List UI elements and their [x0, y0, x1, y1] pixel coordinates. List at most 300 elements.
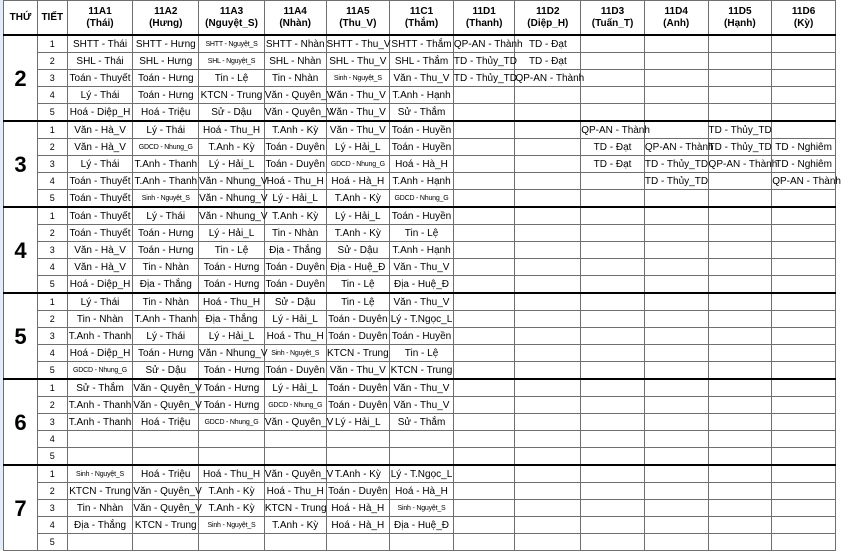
schedule-cell[interactable]: Toán - Duyên	[264, 259, 326, 276]
header-class-11d5[interactable]	[708, 1, 772, 36]
schedule-cell[interactable]: GDCD - Nhung_G	[67, 362, 133, 380]
schedule-cell[interactable]: Văn - Thu_V	[390, 397, 454, 414]
header-tiet[interactable]: TIẾT	[37, 1, 67, 36]
schedule-cell[interactable]: Lý - Hải_L	[264, 379, 326, 397]
day-cell[interactable]: 6	[4, 379, 38, 465]
schedule-cell[interactable]: Văn - Nhung_V	[199, 190, 265, 208]
period-cell[interactable]: 5	[37, 534, 67, 551]
schedule-cell[interactable]: Lý - Thái	[67, 87, 133, 104]
schedule-cell[interactable]	[453, 156, 515, 173]
schedule-cell[interactable]: Hoá - Hà_H	[326, 517, 390, 534]
period-cell[interactable]: 4	[37, 431, 67, 448]
schedule-cell[interactable]	[264, 534, 326, 551]
schedule-cell[interactable]: Văn - Thu_V	[326, 362, 390, 380]
schedule-cell[interactable]: Lý - Thái	[133, 121, 199, 139]
schedule-cell[interactable]: TD - Thủy_TD	[644, 156, 708, 173]
schedule-cell[interactable]: Hoá - Thu_H	[264, 328, 326, 345]
schedule-cell[interactable]: Hoá - Thu_H	[264, 173, 326, 190]
schedule-cell[interactable]: Văn - Hà_V	[67, 121, 133, 139]
schedule-cell[interactable]	[581, 311, 645, 328]
schedule-cell[interactable]: Toán - Hưng	[133, 87, 199, 104]
schedule-cell[interactable]: Toán - Duyên	[326, 483, 390, 500]
schedule-cell[interactable]	[515, 500, 581, 517]
schedule-cell[interactable]: Hoá - Hà_H	[390, 156, 454, 173]
schedule-cell[interactable]	[644, 242, 708, 259]
schedule-cell[interactable]	[708, 242, 772, 259]
schedule-cell[interactable]: Văn - Thu_V	[390, 379, 454, 397]
schedule-cell[interactable]: SHL - Thái	[67, 53, 133, 70]
schedule-cell[interactable]: Tin - Nhàn	[133, 293, 199, 311]
schedule-cell[interactable]	[515, 173, 581, 190]
schedule-cell[interactable]	[644, 104, 708, 122]
schedule-cell[interactable]: Văn - Thu_V	[390, 259, 454, 276]
schedule-cell[interactable]: Sử - Dậu	[326, 242, 390, 259]
period-cell[interactable]: 2	[37, 483, 67, 500]
schedule-cell[interactable]	[515, 293, 581, 311]
schedule-cell[interactable]	[515, 362, 581, 380]
schedule-cell[interactable]	[708, 70, 772, 87]
period-cell[interactable]: 1	[37, 35, 67, 53]
schedule-cell[interactable]	[581, 225, 645, 242]
schedule-cell[interactable]: Lý - T.Ngọc_L	[390, 465, 454, 483]
schedule-cell[interactable]: Lý - Thái	[133, 328, 199, 345]
schedule-cell[interactable]	[708, 483, 772, 500]
header-class-11a5[interactable]	[326, 1, 390, 36]
schedule-cell[interactable]	[708, 345, 772, 362]
schedule-cell[interactable]: Toán - Duyên	[326, 328, 390, 345]
period-cell[interactable]: 2	[37, 311, 67, 328]
schedule-cell[interactable]	[644, 483, 708, 500]
schedule-cell[interactable]	[581, 87, 645, 104]
schedule-cell[interactable]	[581, 414, 645, 431]
header-class-11d2[interactable]	[515, 1, 581, 36]
schedule-cell[interactable]: SHTT - Thắm	[390, 35, 454, 53]
schedule-cell[interactable]	[708, 465, 772, 483]
schedule-cell[interactable]	[515, 448, 581, 466]
schedule-cell[interactable]	[644, 362, 708, 380]
schedule-cell[interactable]: Toán - Hưng	[199, 397, 265, 414]
period-cell[interactable]: 1	[37, 379, 67, 397]
schedule-cell[interactable]: SHL - Hưng	[133, 53, 199, 70]
schedule-cell[interactable]: Toán - Duyên	[264, 362, 326, 380]
schedule-cell[interactable]	[772, 517, 836, 534]
period-cell[interactable]: 3	[37, 156, 67, 173]
schedule-cell[interactable]: T.Anh - Thanh	[133, 156, 199, 173]
schedule-cell[interactable]: Sử - Dậu	[133, 362, 199, 380]
schedule-cell[interactable]	[772, 87, 836, 104]
schedule-cell[interactable]: T.Anh - Kỳ	[326, 225, 390, 242]
schedule-cell[interactable]	[515, 483, 581, 500]
schedule-cell[interactable]: SHL - Thu_V	[326, 53, 390, 70]
schedule-cell[interactable]	[644, 448, 708, 466]
schedule-cell[interactable]: Tin - Lệ	[326, 293, 390, 311]
schedule-cell[interactable]	[453, 207, 515, 225]
schedule-cell[interactable]: Hoá - Hà_H	[390, 483, 454, 500]
schedule-cell[interactable]: KTCN - Trung	[67, 483, 133, 500]
schedule-cell[interactable]	[644, 87, 708, 104]
schedule-cell[interactable]	[453, 328, 515, 345]
schedule-cell[interactable]: SHTT - Hưng	[133, 35, 199, 53]
schedule-cell[interactable]: Sinh - Nguyệt_S	[264, 345, 326, 362]
schedule-cell[interactable]	[515, 156, 581, 173]
schedule-cell[interactable]: Văn - Quyên_V	[133, 397, 199, 414]
schedule-cell[interactable]	[453, 500, 515, 517]
schedule-cell[interactable]: Tin - Nhàn	[264, 70, 326, 87]
schedule-cell[interactable]	[581, 276, 645, 294]
schedule-cell[interactable]	[515, 87, 581, 104]
schedule-cell[interactable]	[199, 431, 265, 448]
schedule-cell[interactable]: T.Anh - Hạnh	[390, 173, 454, 190]
schedule-cell[interactable]	[708, 35, 772, 53]
schedule-cell[interactable]: Hoá - Thu_H	[199, 121, 265, 139]
schedule-cell[interactable]	[515, 431, 581, 448]
schedule-cell[interactable]	[453, 431, 515, 448]
schedule-cell[interactable]: Toán - Huyền	[390, 328, 454, 345]
schedule-cell[interactable]: Văn - Quyên_V	[264, 87, 326, 104]
schedule-cell[interactable]: TD - Đạt	[515, 35, 581, 53]
schedule-cell[interactable]	[453, 121, 515, 139]
schedule-cell[interactable]	[644, 35, 708, 53]
schedule-cell[interactable]	[390, 431, 454, 448]
schedule-cell[interactable]: Văn - Thu_V	[390, 70, 454, 87]
schedule-cell[interactable]: GDCD - Nhung_G	[390, 190, 454, 208]
period-cell[interactable]: 2	[37, 139, 67, 156]
schedule-cell[interactable]: Sử - Thắm	[390, 414, 454, 431]
schedule-cell[interactable]: Hoá - Hà_H	[326, 500, 390, 517]
schedule-cell[interactable]: Lý - Thái	[67, 293, 133, 311]
schedule-cell[interactable]: Văn - Quyên_V	[133, 379, 199, 397]
schedule-cell[interactable]: Toán - Duyên	[264, 276, 326, 294]
schedule-cell[interactable]: Tin - Lệ	[390, 345, 454, 362]
schedule-cell[interactable]	[515, 345, 581, 362]
schedule-cell[interactable]	[644, 534, 708, 551]
schedule-cell[interactable]	[515, 242, 581, 259]
schedule-cell[interactable]: Toán - Hưng	[133, 345, 199, 362]
schedule-cell[interactable]	[708, 517, 772, 534]
schedule-cell[interactable]	[708, 448, 772, 466]
schedule-cell[interactable]: Lý - Hải_L	[264, 190, 326, 208]
schedule-cell[interactable]: Lý - Hải_L	[326, 207, 390, 225]
schedule-cell[interactable]: Hoá - Thu_H	[199, 293, 265, 311]
schedule-cell[interactable]: Sinh - Nguyệt_S	[67, 465, 133, 483]
schedule-cell[interactable]: Văn - Quyên_V	[264, 465, 326, 483]
schedule-cell[interactable]: TD - Nghiêm	[772, 156, 836, 173]
schedule-cell[interactable]: Sử - Dậu	[264, 293, 326, 311]
schedule-cell[interactable]	[453, 311, 515, 328]
schedule-cell[interactable]	[453, 87, 515, 104]
schedule-cell[interactable]: T.Anh - Thanh	[133, 173, 199, 190]
schedule-cell[interactable]	[515, 397, 581, 414]
schedule-cell[interactable]	[708, 397, 772, 414]
schedule-cell[interactable]	[133, 448, 199, 466]
period-cell[interactable]: 5	[37, 276, 67, 294]
period-cell[interactable]: 3	[37, 242, 67, 259]
header-thu[interactable]: THỨ	[4, 1, 38, 36]
schedule-cell[interactable]: SHTT - Thái	[67, 35, 133, 53]
schedule-cell[interactable]: Sử - Dậu	[199, 104, 265, 122]
period-cell[interactable]: 1	[37, 293, 67, 311]
schedule-cell[interactable]: TD - Đạt	[515, 53, 581, 70]
schedule-cell[interactable]	[772, 328, 836, 345]
schedule-cell[interactable]: Lý - T.Ngọc_L	[390, 311, 454, 328]
schedule-cell[interactable]: Tin - Lệ	[390, 225, 454, 242]
period-cell[interactable]: 5	[37, 190, 67, 208]
schedule-cell[interactable]: Toán - Hưng	[199, 379, 265, 397]
schedule-cell[interactable]	[772, 276, 836, 294]
schedule-cell[interactable]: T.Anh - Hạnh	[390, 242, 454, 259]
schedule-cell[interactable]: QP-AN - Thành	[515, 70, 581, 87]
schedule-cell[interactable]: Hoá - Diệp_H	[67, 276, 133, 294]
schedule-cell[interactable]	[708, 207, 772, 225]
schedule-cell[interactable]	[644, 328, 708, 345]
schedule-cell[interactable]: TD - Thủy_TD	[708, 139, 772, 156]
period-cell[interactable]: 1	[37, 465, 67, 483]
period-cell[interactable]: 2	[37, 53, 67, 70]
schedule-cell[interactable]	[453, 345, 515, 362]
schedule-cell[interactable]: Sử - Thắm	[67, 379, 133, 397]
schedule-cell[interactable]: Địa - Thắng	[133, 276, 199, 294]
schedule-cell[interactable]: T.Anh - Thanh	[67, 397, 133, 414]
schedule-cell[interactable]: Sinh - Nguyệt_S	[390, 500, 454, 517]
schedule-cell[interactable]: Sử - Thắm	[390, 104, 454, 122]
schedule-cell[interactable]: KTCN - Trung	[133, 517, 199, 534]
schedule-cell[interactable]: Hoá - Diệp_H	[67, 345, 133, 362]
schedule-cell[interactable]: Toán - Thuyết	[67, 173, 133, 190]
day-cell[interactable]: 4	[4, 207, 38, 293]
schedule-cell[interactable]	[581, 70, 645, 87]
schedule-cell[interactable]	[453, 379, 515, 397]
schedule-cell[interactable]	[453, 483, 515, 500]
schedule-cell[interactable]	[390, 534, 454, 551]
schedule-cell[interactable]	[453, 104, 515, 122]
schedule-cell[interactable]	[515, 190, 581, 208]
schedule-cell[interactable]	[772, 483, 836, 500]
schedule-cell[interactable]: KTCN - Trung	[326, 345, 390, 362]
schedule-cell[interactable]: GDCD - Nhung_G	[133, 139, 199, 156]
schedule-cell[interactable]: Tin - Lệ	[199, 70, 265, 87]
schedule-cell[interactable]: Hoá - Thu_H	[264, 483, 326, 500]
schedule-cell[interactable]	[772, 465, 836, 483]
schedule-cell[interactable]: Toán - Duyên	[326, 311, 390, 328]
header-class-11d4[interactable]	[644, 1, 708, 36]
day-cell[interactable]: 7	[4, 465, 38, 551]
schedule-cell[interactable]	[453, 465, 515, 483]
schedule-cell[interactable]	[772, 379, 836, 397]
schedule-cell[interactable]: QP-AN - Thành	[644, 139, 708, 156]
schedule-cell[interactable]	[515, 225, 581, 242]
schedule-cell[interactable]	[644, 276, 708, 294]
schedule-cell[interactable]	[453, 225, 515, 242]
schedule-cell[interactable]: Toán - Duyên	[264, 156, 326, 173]
header-class-11a2[interactable]	[133, 1, 199, 36]
schedule-cell[interactable]: Hoá - Hà_H	[326, 173, 390, 190]
schedule-cell[interactable]	[708, 362, 772, 380]
schedule-cell[interactable]: T.Anh - Kỳ	[326, 465, 390, 483]
schedule-cell[interactable]: Văn - Quyên_V	[133, 483, 199, 500]
schedule-cell[interactable]: KTCN - Trung	[390, 362, 454, 380]
header-class-11a1[interactable]	[67, 1, 133, 36]
schedule-cell[interactable]	[644, 311, 708, 328]
schedule-cell[interactable]	[453, 293, 515, 311]
schedule-cell[interactable]	[708, 414, 772, 431]
schedule-cell[interactable]	[644, 379, 708, 397]
schedule-cell[interactable]	[581, 190, 645, 208]
schedule-cell[interactable]	[772, 345, 836, 362]
schedule-cell[interactable]: TD - Nghiêm	[772, 139, 836, 156]
period-cell[interactable]: 5	[37, 362, 67, 380]
schedule-cell[interactable]	[644, 190, 708, 208]
schedule-cell[interactable]	[772, 311, 836, 328]
schedule-cell[interactable]	[644, 293, 708, 311]
schedule-cell[interactable]	[644, 53, 708, 70]
schedule-cell[interactable]	[515, 121, 581, 139]
schedule-cell[interactable]: Toán - Thuyết	[67, 207, 133, 225]
header-class-11a4[interactable]	[264, 1, 326, 36]
schedule-cell[interactable]: Lý - Hải_L	[326, 139, 390, 156]
schedule-cell[interactable]: Văn - Thu_V	[326, 104, 390, 122]
schedule-cell[interactable]: Địa - Thắng	[264, 242, 326, 259]
schedule-cell[interactable]	[453, 448, 515, 466]
schedule-cell[interactable]: SHL - Thắm	[390, 53, 454, 70]
schedule-cell[interactable]: QP-AN - Thành	[581, 121, 645, 139]
schedule-cell[interactable]	[644, 414, 708, 431]
schedule-cell[interactable]: Địa - Thắng	[199, 311, 265, 328]
schedule-cell[interactable]	[581, 173, 645, 190]
schedule-cell[interactable]	[772, 534, 836, 551]
schedule-cell[interactable]	[708, 379, 772, 397]
schedule-cell[interactable]: Toán - Hưng	[199, 276, 265, 294]
schedule-cell[interactable]	[326, 534, 390, 551]
schedule-cell[interactable]: TD - Thủy_TD	[453, 53, 515, 70]
schedule-cell[interactable]	[515, 207, 581, 225]
schedule-cell[interactable]	[772, 259, 836, 276]
header-class-11d6[interactable]	[772, 1, 836, 36]
period-cell[interactable]: 3	[37, 414, 67, 431]
schedule-cell[interactable]: TD - Thủy_TD	[708, 121, 772, 139]
schedule-cell[interactable]: T.Anh - Kỳ	[199, 500, 265, 517]
schedule-cell[interactable]	[708, 431, 772, 448]
schedule-cell[interactable]	[772, 104, 836, 122]
schedule-cell[interactable]	[453, 517, 515, 534]
schedule-cell[interactable]	[772, 500, 836, 517]
schedule-cell[interactable]	[644, 517, 708, 534]
schedule-cell[interactable]	[772, 414, 836, 431]
schedule-cell[interactable]	[581, 293, 645, 311]
schedule-cell[interactable]: Văn - Thu_V	[326, 87, 390, 104]
schedule-cell[interactable]	[581, 483, 645, 500]
schedule-cell[interactable]: Toán - Huyền	[390, 121, 454, 139]
period-cell[interactable]: 1	[37, 207, 67, 225]
schedule-cell[interactable]	[644, 207, 708, 225]
schedule-cell[interactable]: Toán - Huyền	[390, 139, 454, 156]
day-cell[interactable]: 5	[4, 293, 38, 379]
header-class-11d3[interactable]	[581, 1, 645, 36]
schedule-cell[interactable]	[453, 362, 515, 380]
schedule-cell[interactable]: T.Anh - Kỳ	[264, 121, 326, 139]
schedule-cell[interactable]	[644, 397, 708, 414]
schedule-cell[interactable]: Toán - Duyên	[326, 379, 390, 397]
schedule-cell[interactable]	[644, 70, 708, 87]
period-cell[interactable]: 5	[37, 104, 67, 122]
schedule-cell[interactable]: Sinh - Nguyệt_S	[326, 70, 390, 87]
schedule-cell[interactable]: Toán - Hưng	[199, 259, 265, 276]
schedule-cell[interactable]: TD - Thủy_TD	[453, 70, 515, 87]
schedule-cell[interactable]: Lý - Thái	[133, 207, 199, 225]
schedule-cell[interactable]	[67, 448, 133, 466]
schedule-cell[interactable]	[581, 104, 645, 122]
schedule-cell[interactable]: Toán - Thuyết	[67, 70, 133, 87]
schedule-cell[interactable]: Văn - Thu_V	[390, 293, 454, 311]
schedule-cell[interactable]: Toán - Hưng	[133, 242, 199, 259]
schedule-cell[interactable]: Tin - Lệ	[326, 276, 390, 294]
schedule-cell[interactable]	[708, 311, 772, 328]
schedule-cell[interactable]	[326, 431, 390, 448]
schedule-cell[interactable]	[453, 173, 515, 190]
schedule-cell[interactable]	[581, 534, 645, 551]
schedule-cell[interactable]: Văn - Nhung_V	[199, 173, 265, 190]
schedule-cell[interactable]: T.Anh - Kỳ	[264, 207, 326, 225]
schedule-cell[interactable]: Lý - Hải_L	[264, 311, 326, 328]
schedule-cell[interactable]	[581, 362, 645, 380]
schedule-cell[interactable]: Toán - Thuyết	[67, 190, 133, 208]
schedule-cell[interactable]: Lý - Hải_L	[326, 414, 390, 431]
schedule-cell[interactable]	[581, 431, 645, 448]
schedule-cell[interactable]: Lý - Hải_L	[199, 156, 265, 173]
schedule-cell[interactable]	[772, 362, 836, 380]
schedule-cell[interactable]	[133, 431, 199, 448]
schedule-cell[interactable]: SHTT - Nguyệt_S	[199, 35, 265, 53]
schedule-cell[interactable]	[515, 311, 581, 328]
schedule-cell[interactable]	[453, 276, 515, 294]
schedule-cell[interactable]: Hoá - Thu_H	[199, 465, 265, 483]
schedule-cell[interactable]	[644, 259, 708, 276]
schedule-cell[interactable]: TD - Đạt	[581, 156, 645, 173]
schedule-cell[interactable]	[581, 242, 645, 259]
schedule-cell[interactable]	[708, 293, 772, 311]
schedule-cell[interactable]	[708, 534, 772, 551]
schedule-cell[interactable]	[515, 414, 581, 431]
schedule-cell[interactable]	[453, 242, 515, 259]
header-class-11a3[interactable]	[199, 1, 265, 36]
schedule-cell[interactable]	[772, 225, 836, 242]
period-cell[interactable]: 2	[37, 225, 67, 242]
schedule-cell[interactable]	[453, 397, 515, 414]
schedule-cell[interactable]: Toán - Duyên	[264, 139, 326, 156]
schedule-cell[interactable]	[708, 276, 772, 294]
schedule-cell[interactable]: T.Anh - Thanh	[133, 311, 199, 328]
schedule-cell[interactable]: Toán - Duyên	[326, 397, 390, 414]
schedule-cell[interactable]	[264, 448, 326, 466]
period-cell[interactable]: 4	[37, 259, 67, 276]
schedule-cell[interactable]	[515, 517, 581, 534]
schedule-cell[interactable]	[515, 465, 581, 483]
schedule-cell[interactable]: Tin - Nhàn	[67, 311, 133, 328]
schedule-cell[interactable]: Địa - Huệ_Đ	[390, 276, 454, 294]
schedule-cell[interactable]: Hoá - Triệu	[133, 104, 199, 122]
schedule-cell[interactable]	[708, 328, 772, 345]
schedule-cell[interactable]	[581, 379, 645, 397]
schedule-cell[interactable]	[708, 53, 772, 70]
schedule-cell[interactable]: Văn - Nhung_V	[199, 345, 265, 362]
schedule-cell[interactable]	[264, 431, 326, 448]
schedule-cell[interactable]	[581, 328, 645, 345]
schedule-cell[interactable]: Toán - Hưng	[133, 225, 199, 242]
schedule-cell[interactable]: Lý - Thái	[67, 156, 133, 173]
schedule-cell[interactable]: Lý - Hải_L	[199, 328, 265, 345]
schedule-cell[interactable]: SHL - Nguyệt_S	[199, 53, 265, 70]
schedule-cell[interactable]	[326, 448, 390, 466]
schedule-cell[interactable]	[515, 276, 581, 294]
